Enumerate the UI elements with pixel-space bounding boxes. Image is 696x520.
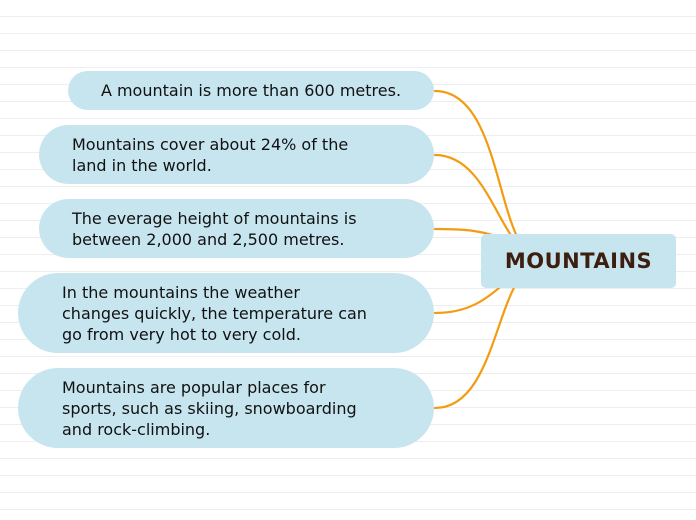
fact-line: changes quickly, the temperature can (62, 303, 367, 323)
fact-line: and rock-climbing. (62, 419, 211, 439)
fact-line: A mountain is more than 600 metres. (100, 81, 402, 100)
fact-node-2[interactable] (39, 125, 434, 184)
fact-line: Mountains are popular places for (62, 377, 326, 397)
fact-text-4 (62, 282, 367, 345)
fact-line: The everage height of mountains is (72, 208, 357, 228)
fact-line: go from very hot to very cold. (62, 324, 301, 344)
fact-text-2 (72, 134, 348, 176)
fact-node-5[interactable] (18, 368, 434, 448)
fact-line: In the mountains the weather (62, 282, 300, 302)
central-topic-label: MOUNTAINS (504, 249, 653, 273)
fact-line: Mountains cover about 24% of the (72, 134, 349, 154)
fact-node-4[interactable] (18, 273, 434, 353)
fact-line: between 2,000 and 2,500 metres. (72, 229, 345, 249)
fact-text-1 (101, 80, 401, 101)
fact-line: land in the world. (72, 155, 212, 175)
fact-node-1[interactable] (68, 71, 434, 110)
fact-text-3 (72, 208, 357, 250)
central-topic-node[interactable] (481, 234, 676, 288)
fact-line: sports, such as skiing, snowboarding (62, 398, 357, 418)
fact-text-5 (62, 377, 357, 440)
fact-node-3[interactable] (39, 199, 434, 258)
